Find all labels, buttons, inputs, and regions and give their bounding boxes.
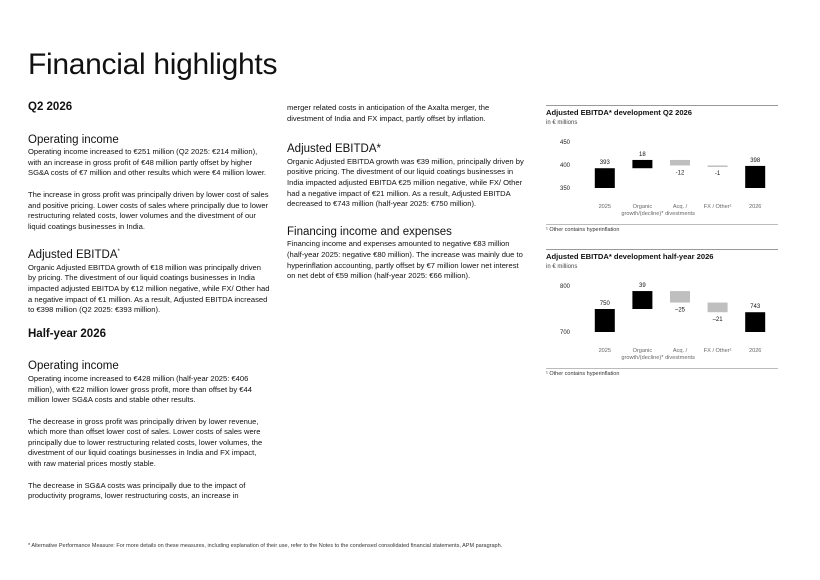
q2-category-label-2-1: divestments: [665, 211, 695, 217]
q2-value-label-0: 393: [599, 160, 610, 167]
q2-category-label-1-0: Organic: [632, 204, 653, 210]
q2-bar-1: [632, 160, 652, 168]
chart-hy-unit: in € millions: [546, 264, 578, 270]
q2-heading: Q2 2026: [28, 101, 73, 113]
operating-income-paragraph-2: The increase in gross profit was principally driven by lower cost of sales and positive pricing. Lower costs of sales where principally due to lower restructuring related costs, lower volumes and the divestment of our liquid coatings businesses in India.: [28, 189, 269, 231]
hy-bar-1: [632, 291, 652, 309]
middle-column: [287, 103, 525, 293]
q2-value-label-1: 18: [639, 151, 646, 158]
q2-category-label-1-1: growth/(decline)*: [621, 211, 664, 217]
q2-y-tick-1: 400: [560, 163, 571, 169]
half-year-operating-income-heading: Operating income: [28, 360, 119, 373]
q2-bar-3: [708, 165, 728, 167]
page-title: Financial highlights: [28, 48, 278, 81]
chart-hy-rule: [546, 249, 778, 250]
chart-hy-footnote-rule: [546, 368, 778, 369]
hy-value-label-2: –25: [674, 307, 686, 314]
hy-category-label-4: 2026: [748, 348, 762, 354]
q2-bar-2: [670, 160, 690, 166]
hy-bar-3: [708, 303, 728, 313]
half-year-heading: Half-year 2026: [28, 327, 106, 340]
hy-category-label-1-0: Organic: [632, 348, 653, 354]
chart-q2-title: Adjusted EBITDA* development Q2 2026: [546, 108, 693, 117]
q2-value-label-2: -12: [675, 170, 685, 177]
hy-bar-0: [595, 309, 615, 332]
q2-value-label-3: -1: [714, 170, 721, 177]
operating-income-paragraph-1: Operating income increased to €251 million (Q2 2025: €214 million), with an increase in gross profit of €48 million partly offset by higher SG&A costs of €7 million and other results which were €4 million lower.: [28, 147, 267, 178]
chart-q2-footnote: ¹ Other contains hyperinflation: [546, 227, 620, 233]
half-year-paragraph-2: The decrease in gross profit was principally driven by lower revenue, which more than offset lower cost of sales. Lower costs of sales were principally due to lower restructuring related costs, lower volumes, the divestment of our liquid coatings businesses in India and FX impact, with raw material prices mostly stable.: [28, 416, 263, 469]
hy-category-label-3: FX / Other¹: [703, 348, 732, 354]
chart-hy-plot: [546, 270, 778, 368]
chart-q2: [546, 105, 778, 233]
financing-paragraph: Financing income and expenses amounted to negative €83 million (half-year 2025: negative €80 million). The increase was mainly due to hyperinflation accounting, partly offset by €7 million lower net interest on net debt of €59 million (half-year 2025: €66 million).: [287, 239, 523, 281]
chart-hy-title: Adjusted EBITDA* development half-year 2026: [546, 252, 714, 261]
financing-heading: Financing income and expenses: [287, 225, 452, 238]
hy-category-label-2-1: divestments: [665, 355, 695, 361]
hy-value-label-1: 39: [639, 283, 646, 290]
hy-adjusted-ebitda-heading: Adjusted EBITDA*: [287, 143, 381, 156]
adjusted-ebitda-heading-text: Adjusted EBITDA: [28, 249, 118, 262]
hy-value-label-0: 750: [599, 301, 610, 307]
hy-y-tick-1: 700: [560, 330, 571, 336]
chart-hy-footnote: ¹ Other contains hyperinflation: [546, 371, 620, 377]
half-year-paragraph-1: Operating income increased to €428 million (half-year 2025: €406 million), with €22 million lower gross profit, more than offset by €44 million lower SG&A costs and stable other results.: [28, 373, 252, 405]
hy-y-tick-0: 800: [560, 284, 571, 290]
chart-q2-unit: in € millions: [546, 120, 578, 126]
continued-paragraph: merger related costs in anticipation of the Axalta merger, the divestment of India and FX impact, partly offset by inflation.: [287, 103, 490, 123]
hy-adjusted-ebitda-paragraph: Organic Adjusted EBITDA growth was €39 million, principally driven by positive pricing. The divestment of our liquid coatings businesses in India impacted adjusted EBITDA €25 million negative, while FX/ Other had a negative impact of €21 million. As a result, Adjusted EBITDA decreased to €743 million (half-year 2025: €750 million).: [287, 156, 524, 209]
q2-value-label-4: 398: [750, 157, 761, 164]
adjusted-ebitda-heading: [28, 247, 270, 260]
left-column: [28, 102, 270, 513]
chart-q2-rule: [546, 105, 778, 106]
hy-category-label-2-0: Acq. /: [672, 348, 688, 354]
q2-y-tick-2: 350: [560, 186, 571, 192]
q2-bar-4: [745, 166, 765, 188]
adjusted-ebitda-paragraph: Organic Adjusted EBITDA growth of €18 million was principally driven by pricing. The divestment of our liquid coatings businesses in India impacted adjusted EBITDA by €12 million negative, while FX/ Other had a negative impact of €1 million. As a result, Adjusted EBITDA increased to €398 million (Q2 2025: €393 million).: [28, 262, 270, 315]
half-year-paragraph-3: The decrease in SG&A costs was principally due to the impact of productivity programs, lower restructuring costs, an increase in: [28, 480, 246, 501]
chart-q2-plot: [546, 126, 778, 224]
q2-category-label-2-0: Acq. /: [672, 204, 688, 210]
q2-bar-0: [595, 168, 615, 188]
q2-category-label-0: 2025: [598, 204, 612, 210]
chart-q2-footnote-rule: [546, 224, 778, 225]
q2-y-tick-0: 450: [560, 140, 571, 146]
page-footnote: * Alternative Performance Measure: For more details on these measures, including explanation of their use, refer to the Notes to the condensed consolidated financial statements, APM paragraph.: [28, 543, 503, 549]
asterisk-mark: *: [117, 249, 120, 256]
hy-value-label-3: –21: [712, 317, 723, 324]
hy-value-label-4: 743: [750, 304, 761, 311]
hy-bar-4: [745, 312, 765, 332]
hy-category-label-1-1: growth/(decline)*: [621, 355, 664, 361]
operating-income-heading: Operating income: [28, 133, 119, 146]
hy-category-label-0: 2025: [598, 348, 612, 354]
chart-hy: [546, 249, 778, 377]
q2-category-label-3: FX / Other¹: [703, 204, 732, 210]
q2-category-label-4: 2026: [748, 204, 762, 210]
hy-bar-2: [670, 291, 690, 303]
